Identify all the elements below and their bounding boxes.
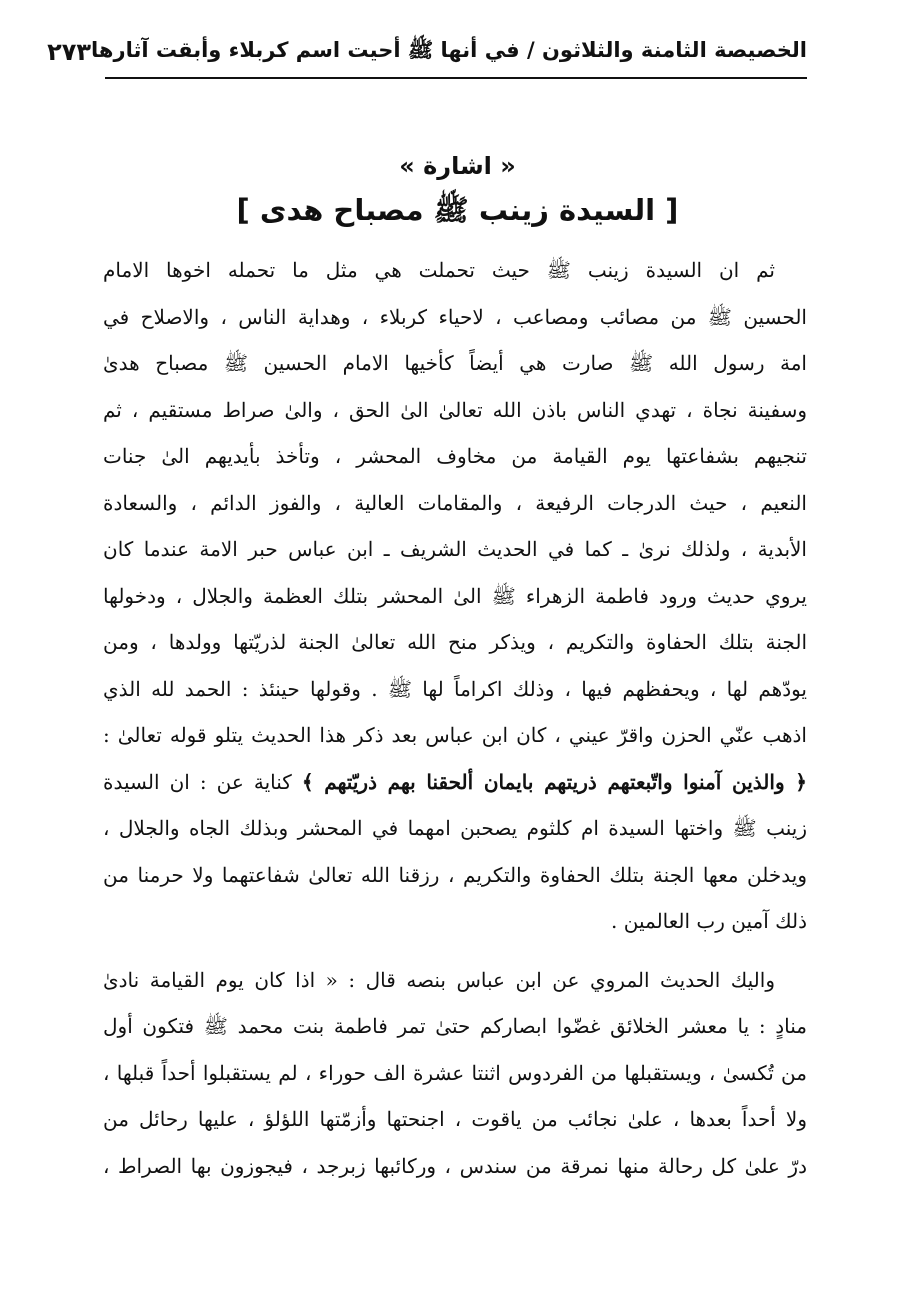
text-line: زينب ﷺ واختها السيدة ام كلثوم يصحبن امهما في المحشر وبذلك الجاه والجلال ، <box>103 816 807 840</box>
text-line: منادٍ : يا معشر الخلائق غضّوا ابصاركم حتىٰ تمر فاطمة بنت محمد ﷺ فتكون أول <box>103 1014 807 1038</box>
text-line: تنجيهم بشفاعتها يوم القيامة من مخاوف المحشر ، وتأخذ بأيديهم الىٰ جنات <box>103 444 807 468</box>
paragraph-2 <box>103 957 807 1190</box>
text-line: الحسين ﷺ من مصائب ومصاعب ، لاحياء كربلاء ، وهداية الناس ، والاصلاح في <box>103 304 807 329</box>
text-line: وسفينة نجاة ، تهدي الناس باذن الله تعالىٰ الىٰ الحق ، والىٰ صراط مستقيم ، ثم <box>103 397 807 422</box>
quran-verse-line <box>103 759 807 806</box>
text-line: يروي حديث ورود فاطمة الزهراء ﷺ الىٰ المحشر بتلك العظمة والجلال ، ودخولها <box>103 583 807 608</box>
text-line: درّ علىٰ كل رحالة منها نمرقة من سندس ، وركائبها زبرجد ، فيجوزون بها الصراط ، <box>103 1153 807 1178</box>
section-kicker: « اشارة » <box>399 152 516 180</box>
page-number: ٢٧٣ <box>47 38 92 66</box>
text-line: واليك الحديث المروي عن ابن عباس بنصه قال : « اذا كان يوم القيامة نادىٰ <box>103 967 775 992</box>
quran-verse: ﴿ والذين آمنوا واتّبعتهم ذريتهم بايمان ألحقنا بهم ذريّتهم ﴾ <box>301 769 807 794</box>
text-line: ذلك آمين رب العالمين . <box>611 909 807 933</box>
text-line: النعيم ، حيث الدرجات الرفيعة ، والمقامات العالية ، والفوز الدائم ، والسعادة <box>103 490 807 515</box>
quran-line-rest: كناية عن : ان السيدة <box>103 769 302 794</box>
text-line: ثم ان السيدة زينب ﷺ حيث تحملت هي مثل ما تحمله اخوها الامام <box>103 258 775 282</box>
paragraph-1 <box>103 247 807 945</box>
text-line: اذهب عنّي الحزن واقرّ عيني ، كان ابن عباس بعد ذكر هذا الحديث يتلو قوله تعالىٰ : <box>103 723 807 747</box>
text-line: من تُكسىٰ ، ويستقبلها من الفردوس اثنتا عشرة الف حوراء ، لم يستقبلوا أحداً قبلها ، <box>103 1060 807 1085</box>
text-line: ويدخلن معها الجنة بتلك الحفاوة والتكريم ، رزقنا الله تعالىٰ شفاعتهما ولا حرمنا من <box>103 862 807 887</box>
text-line: يودّهم لها ، ويحفظهم فيها ، وذلك اكراماً لها ﷺ . وقولها حينئذ : الحمد لله الذي <box>103 676 807 701</box>
text-line: الأبدية ، ولذلك نرىٰ ـ كما في الحديث الشريف ـ ابن عباس حبر الامة عندما كان <box>103 537 807 561</box>
running-header <box>47 30 807 74</box>
text-line: ولا أحداً بعدها ، علىٰ نجائب من ياقوت ، اجنحتها وأزمّتها اللؤلؤ ، عليها رحائل من <box>103 1107 807 1131</box>
paragraph-gap <box>103 945 807 957</box>
header-rule <box>105 77 807 79</box>
running-title: الخصيصة الثامنة والثلاثون / في أنها ﷺ أحيت اسم كربلاء وأبقت آثارها <box>91 37 807 62</box>
text-line: الجنة بتلك الحفاوة والتكريم ، ويذكر منح الله تعالىٰ الجنة لذريّتها وولدها ، ومن <box>103 630 807 654</box>
body-text <box>103 247 807 1189</box>
section-title: [ السيدة زينب ﷺ مصباح هدى ] <box>236 193 679 227</box>
text-line: امة رسول الله ﷺ صارت هي أيضاً كأخيها الامام الحسين ﷺ مصباح هدىٰ <box>103 351 807 375</box>
